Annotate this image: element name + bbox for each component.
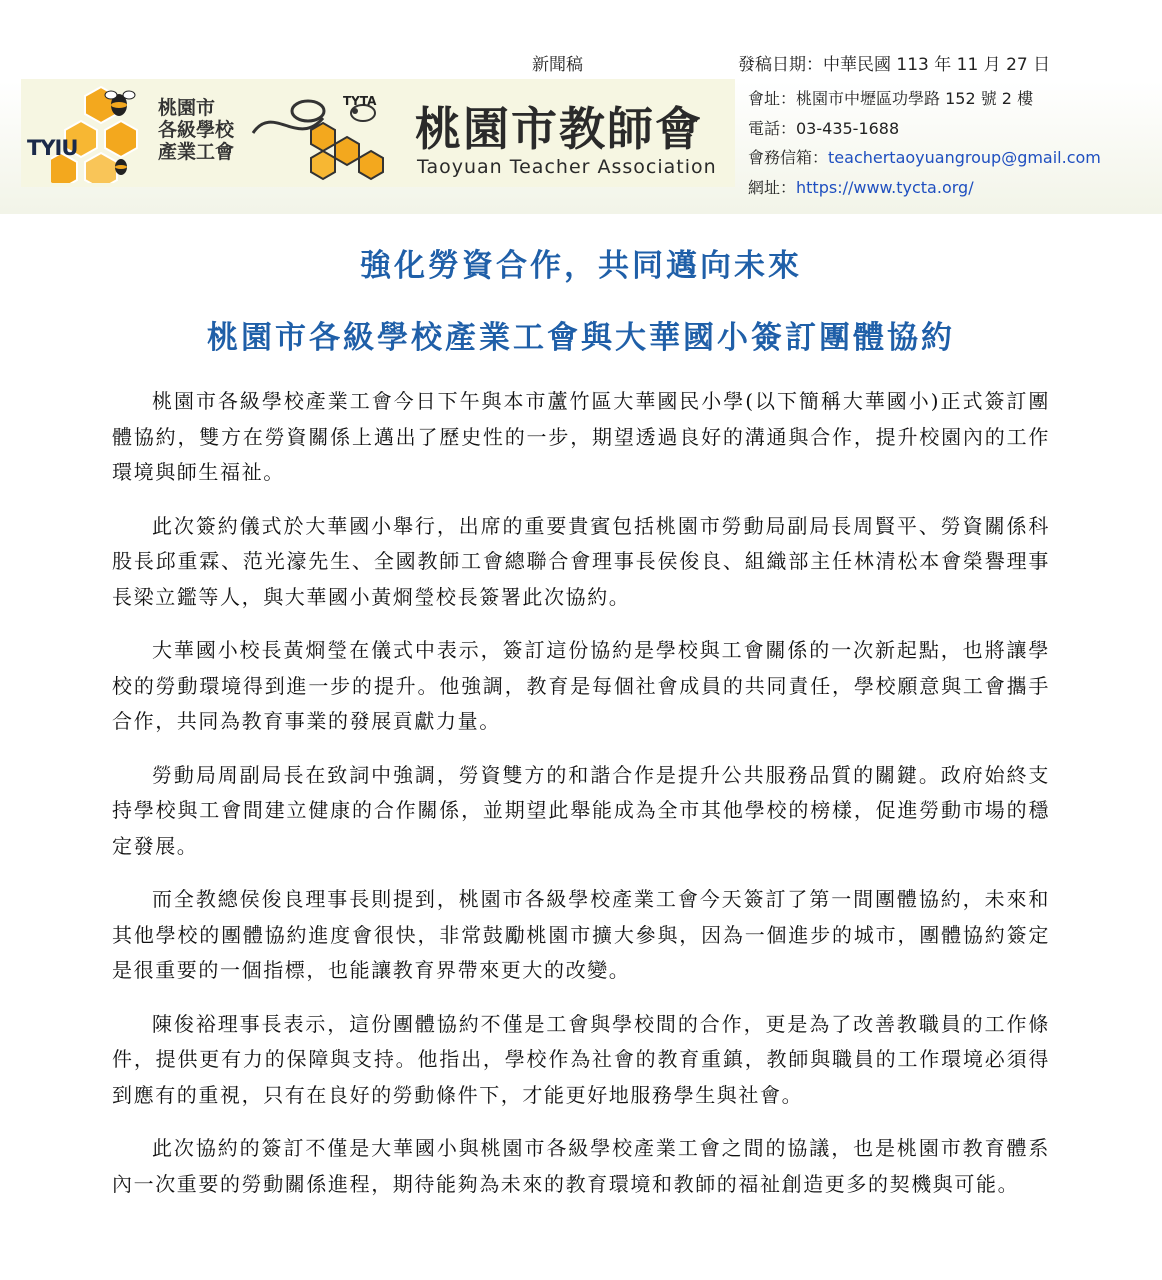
article-body bbox=[112, 384, 1050, 1220]
website-link[interactable]: https://www.tycta.org/ bbox=[796, 177, 974, 197]
phone: 電話：03-435-1688 bbox=[748, 118, 900, 138]
address: 會址：桃園市中壢區功學路 152 號 2 樓 bbox=[748, 89, 1034, 108]
association-name-zh: 桃園市教師會 bbox=[415, 102, 703, 156]
release-date: 發稿日期：中華民國 113 年 11 月 27 日 bbox=[738, 55, 1051, 75]
tyta-logo-text: TYTA bbox=[343, 94, 377, 108]
press-release-label: 新聞稿 bbox=[532, 55, 583, 75]
logo-banner bbox=[21, 79, 735, 187]
website-row: 網址：https://www.tycta.org/ bbox=[748, 177, 974, 197]
paragraph-2: 此次簽約儀式於大華國小舉行，出席的重要貴賓包括桃園市勞動局副局長周賢平、勞資關係科股長邱重霖、范光濠先生、全國教師工會總聯合會理事長侯俊良、組織部主任林清松本會榮譽理事長梁立鑑等人，與大華國小黃烱瑩校長簽署此次協約。 bbox=[112, 513, 1050, 609]
email-link[interactable]: teachertaoyuangroup@gmail.com bbox=[828, 148, 1101, 167]
letterhead bbox=[0, 0, 1162, 214]
subheadline: 桃園市各級學校產業工會與大華國小簽訂團體協約 bbox=[207, 320, 955, 356]
email-row: 會務信箱：teachertaoyuangroup@gmail.com bbox=[748, 148, 1101, 167]
association-name-en: Taoyuan Teacher Association bbox=[417, 156, 717, 178]
paragraph-1: 桃園市各級學校產業工會今日下午與本市蘆竹區大華國民小學(以下簡稱大華國小)正式簽訂團體協約，雙方在勞資關係上邁出了歷史性的一步，期望透過良好的溝通與合作，提升校園內的工作環境與師生福祉。 bbox=[112, 389, 1050, 484]
paragraph-6: 陳俊裕理事長表示，這份團體協約不僅是工會與學校間的合作，更是為了改善教職員的工作條件，提供更有力的保障與支持。他指出，學校作為社會的教育重鎮，教師與職員的工作環境必須得到應有的重視，只有在良好的勞動條件下，才能更好地服務學生與社會。 bbox=[112, 1011, 1050, 1107]
headline: 強化勞資合作，共同邁向未來 bbox=[360, 248, 802, 284]
paragraph-3: 大華國小校長黃烱瑩在儀式中表示，簽訂這份協約是學校與工會關係的一次新起點，也將讓學校的勞動環境得到進一步的提升。他強調，教育是每個社會成員的共同責任，學校願意與工會攜手合作，共同為教育事業的發展貢獻力量。 bbox=[112, 638, 1050, 733]
tyiu-logo-text: TYIU bbox=[27, 136, 78, 160]
union-name: 桃園市 各級學校 產業工會 bbox=[158, 97, 235, 163]
paragraph-7: 此次協約的簽訂不僅是大華國小與桃園市各級學校產業工會之間的協議，也是桃園市教育體系內一次重要的勞動關係進程，期待能夠為未來的教育環境和教師的福祉創造更多的契機與可能。 bbox=[112, 1136, 1050, 1196]
honeycomb-bee-logo-icon bbox=[51, 83, 151, 183]
paragraph-4: 勞動局周副局長在致詞中強調，勞資雙方的和諧合作是提升公共服務品質的關鍵。政府始終支持學校與工會間建立健康的合作關係，並期望此舉能成為全市其他學校的榜樣，促進勞動市場的穩定發展。 bbox=[112, 762, 1050, 858]
contact-info bbox=[748, 84, 1101, 202]
paragraph-5: 而全教總侯俊良理事長則提到，桃園市各級學校產業工會今天簽訂了第一間團體協約，未來和其他學校的團體協約進度會很快，非常鼓勵桃園市擴大參與，因為一個進步的城市，團體協約簽定是很重要的一個指標，也能讓教育界帶來更大的改變。 bbox=[112, 887, 1050, 982]
